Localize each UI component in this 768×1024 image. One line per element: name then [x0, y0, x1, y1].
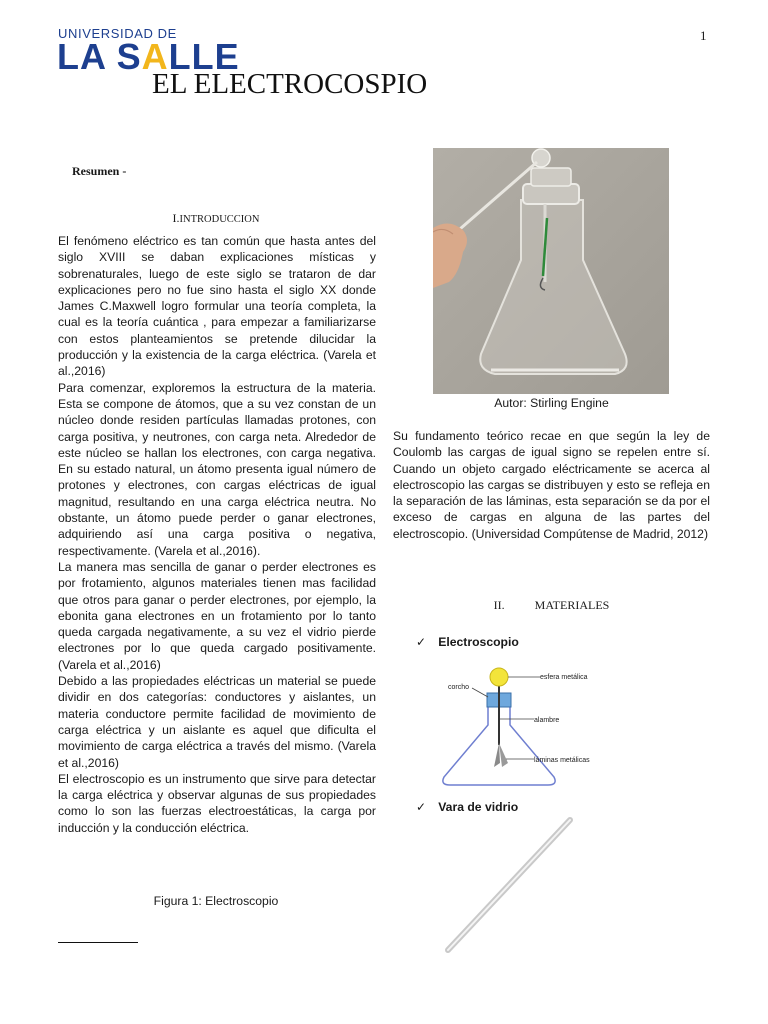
introduction-body — [58, 233, 376, 836]
abstract-heading: Resumen - — [72, 164, 127, 178]
figure-caption: Figura 1: Electroscopio — [153, 894, 279, 908]
page-number: 1 — [700, 28, 707, 43]
logo-text-a: LA S — [57, 36, 142, 77]
checkmark-icon: ✓ — [416, 800, 427, 814]
diagram-label-leaves: láminas metálicas — [534, 757, 590, 764]
diagram-label-wire: alambre — [534, 717, 560, 724]
materials-item-label: Electroscopio — [438, 635, 519, 649]
section-number: II. — [493, 598, 505, 612]
diagram-label-cork: corcho — [448, 684, 470, 691]
paragraph: La manera mas sencilla de ganar o perder electrones es por frotamiento, algunos materiales tienen mas facilidad que otros para ganar o perder electrones, por ejemplo, la ebonita gana electrones en un frotamiento por lo tanto queda cargada negativamente, a su vez el vidrio pierde electrones por lo que queda cargado positivamente. (Varela et al.,2016) — [58, 559, 376, 672]
university-logo-top-line: UNIVERSIDAD DE — [58, 26, 177, 41]
paragraph: Debido a las propiedades eléctricas un material se puede dividir en dos categorías: conductores y aislantes, un materia conductore permite facilidad de movimiento de carga eléctrica y un aislante es aquel que dificulta el movimiento de carga eléctrica a través del mismo. (Varela et al.,2016) — [58, 674, 376, 770]
electroscope-photo — [433, 148, 669, 394]
section-heading-materiales — [393, 598, 710, 613]
logo-text-accent: A — [141, 36, 169, 77]
section-number: I. — [172, 211, 180, 225]
diagram-label-sphere: esfera metálica — [540, 674, 588, 681]
logo-text-b: LLE — [168, 36, 240, 77]
glass-rod-image — [436, 812, 582, 958]
theory-paragraph: Su fundamento teórico recae en que según la ley de Coulomb las cargas de igual signo se repelen entre sí. Cuando un objeto cargado eléctricamente se acerca al electroscopio las cargas se distribuyen y esto se refleja en la separación de las láminas, esta separación se da por el exceso de cargas en alguna de las partes del electroscopio. (Universidad Compútense de Madrid, 2012) — [393, 429, 710, 541]
materials-item-label: Vara de vidrio — [438, 800, 519, 814]
materials-item — [416, 635, 519, 649]
section-title: MATERIALES — [534, 598, 610, 612]
footnote-separator — [58, 942, 138, 943]
electroscope-photo-drawing — [433, 148, 669, 394]
checkmark-icon: ✓ — [416, 635, 427, 649]
electroscope-diagram — [430, 655, 610, 795]
photo-caption: Autor: Stirling Engine — [494, 396, 609, 410]
paragraph: Para comenzar, exploremos la estructura de la materia. Esta se compone de átomos, que a su vez constan de un núcleo donde residen partículas llamadas protones, con carga positiva, y neutrones, con carga neta. Alrededor de este núcleo se hallan los electrones, con carga negativa. En su estado natural, un átomo presenta igual número de protones y electrones, con cargas eléctricas de igual magnitud, resultando en una carga eléctrica neutra. No obstante, un átomo puede perder o ganar electrones, adquiriendo así una carga positiva o negativa, respectivamente. (Varela et al.,2016). — [58, 380, 376, 558]
paragraph: El electroscopio es un instrumento que sirve para detectar la carga eléctrica y observar algunas de sus propiedades como lo son las fuerzas electroestáticas, la carga por inducción y la conducción eléctrica. — [58, 771, 376, 835]
glass-rod-drawing — [436, 812, 582, 958]
electroscope-diagram-drawing — [430, 655, 610, 795]
section-title: INTRODUCCION — [179, 214, 260, 225]
paper-title: EL ELECTROCOSPIO — [152, 68, 428, 100]
section-heading-introduccion — [58, 211, 374, 226]
paragraph: El fenómeno eléctrico es tan común que hasta antes del siglo XVIII se daban explicaciones místicas y sobrenaturales, luego de este siglo se trataron de dar explicaciones pero no fue sino hasta el siglo XX donde James C.Maxwell logro formular una teoría completa, la cual es la teoría cuántica , para empezar a familiarizarse con estos planteamientos se pretende dilucidar la producción y la existencia de la carga eléctrica. (Varela et al.,2016) — [58, 234, 376, 379]
